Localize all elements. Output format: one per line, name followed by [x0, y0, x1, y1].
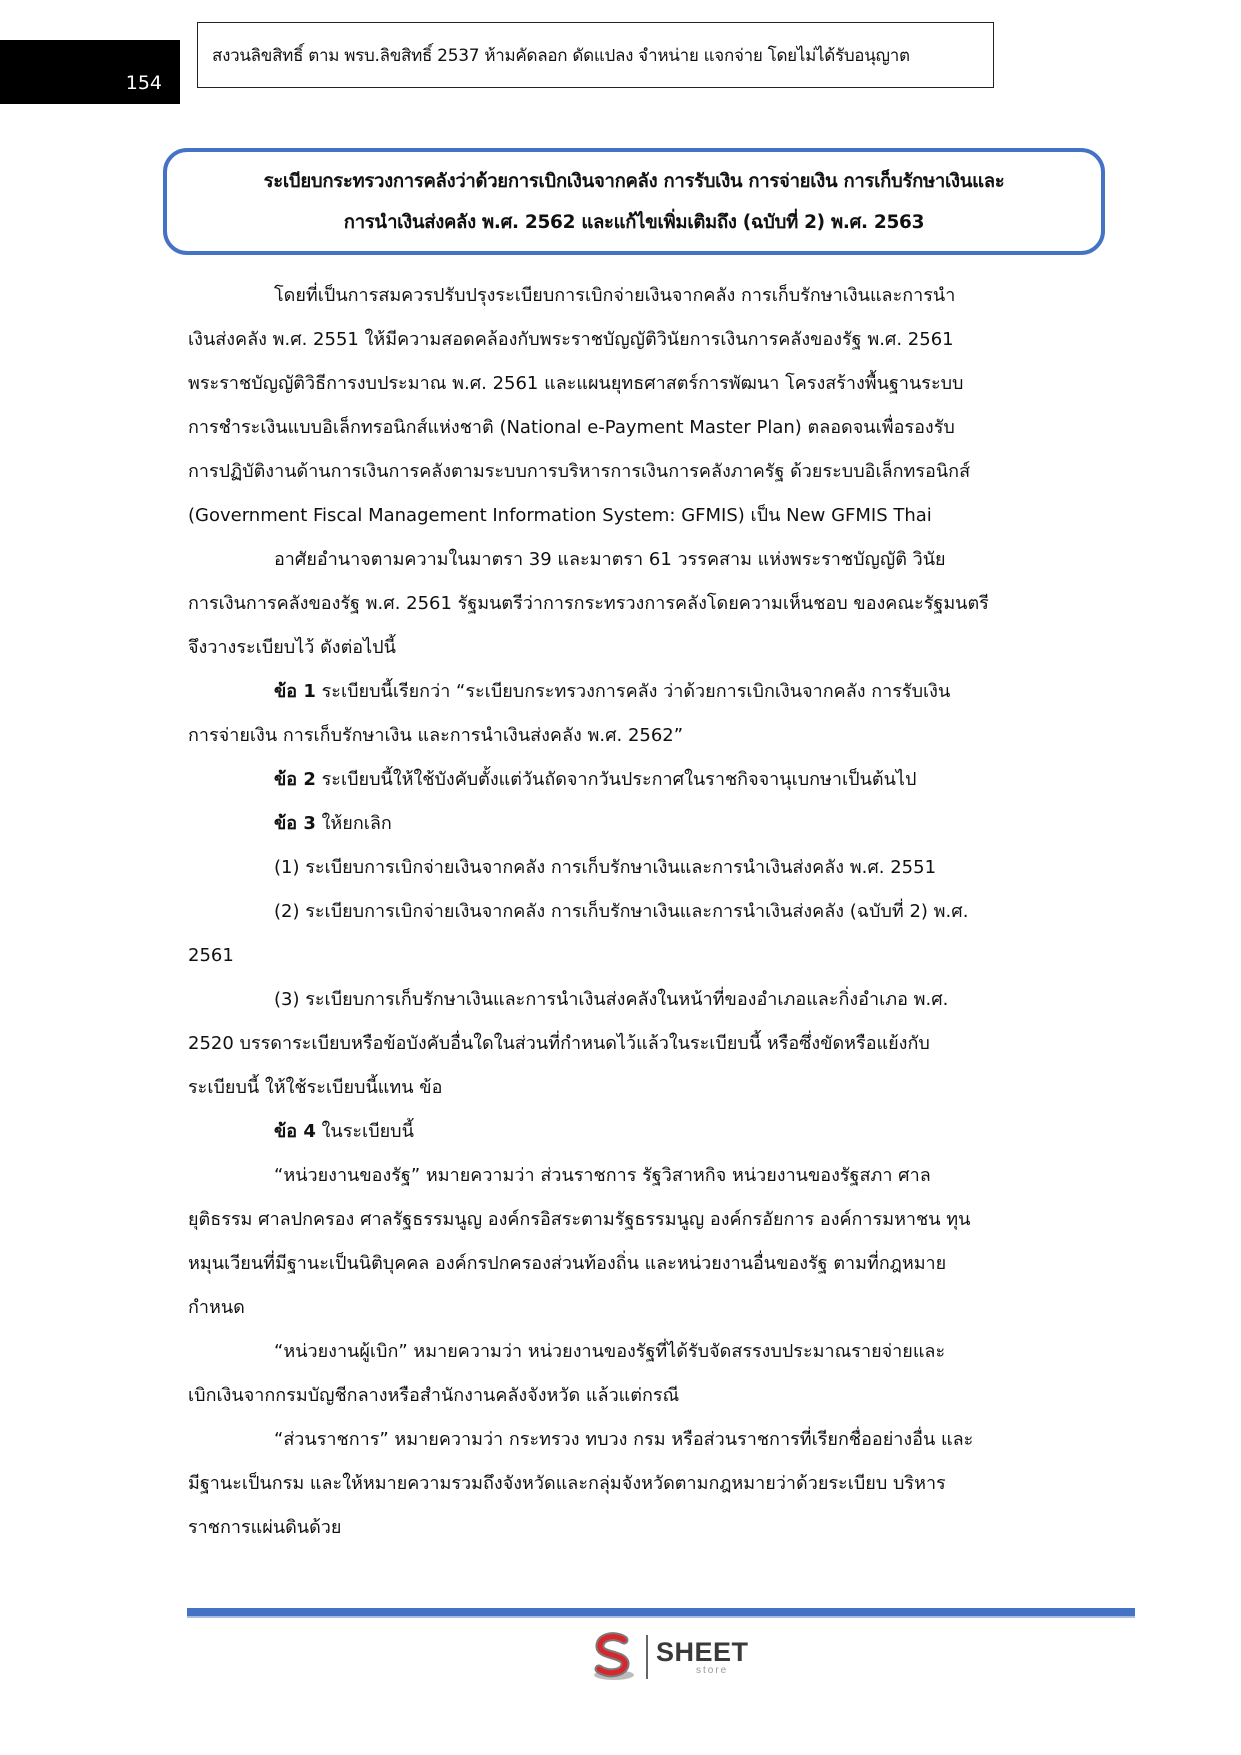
- body-line: เงินส่งคลัง พ.ศ. 2551 ให้มีความสอดคล้องกับพระราชบัญญัติวินัยการเงินการคลังของรัฐ พ.ศ. 2561: [188, 329, 954, 350]
- body-line: การปฏิบัติงานด้านการเงินการคลังตามระบบการบริหารการเงินการคลังภาครัฐ ด้วยระบบอิเล็กทรอนิกส์: [188, 461, 971, 482]
- logo-brand: SHEET: [656, 1636, 749, 1667]
- body-line: การชำระเงินแบบอิเล็กทรอนิกส์แห่งชาติ (National e-Payment Master Plan) ตลอดจนเพื่อรองรับ: [188, 417, 955, 438]
- body-line: การเงินการคลังของรัฐ พ.ศ. 2561 รัฐมนตรีว่าการกระทรวงการคลังโดยความเห็นชอบ ของคณะรัฐมนตรี: [188, 593, 989, 614]
- page-number-text: 154: [125, 72, 162, 94]
- document-title-box: [163, 148, 1105, 255]
- body-line: “หน่วยงานของรัฐ” หมายความว่า ส่วนราชการ รัฐวิสาหกิจ หน่วยงานของรัฐสภา ศาล: [274, 1165, 931, 1186]
- clause-text: ระเบียบนี้เรียกว่า “ระเบียบกระทรวงการคลัง ว่าด้วยการเบิกเงินจากคลัง การรับเงิน: [315, 681, 951, 702]
- body-line: พระราชบัญญัติวิธีการงบประมาณ พ.ศ. 2561 และแผนยุทธศาสตร์การพัฒนา โครงสร้างพื้นฐานระบบ: [188, 373, 964, 394]
- title-line-2: การนำเงินส่งคลัง พ.ศ. 2562 และแก้ไขเพิ่มเติมถึง (ฉบับที่ 2) พ.ศ. 2563: [343, 211, 925, 233]
- body-line: ราชการแผ่นดินด้วย: [188, 1517, 342, 1538]
- body-line: โดยที่เป็นการสมควรปรับปรุงระเบียบการเบิกจ่ายเงินจากคลัง การเก็บรักษาเงินและการนำ: [274, 285, 956, 306]
- document-body: [188, 274, 1078, 1550]
- body-line: 2520 บรรดาระเบียบหรือข้อบังคับอื่นใดในส่วนที่กำหนดไว้แล้วในระเบียบนี้ หรือซึ่งขัดหรือแย้งกับ: [188, 1033, 930, 1054]
- clause-label: ข้อ 2: [274, 769, 316, 790]
- logo-brand-sub: store: [696, 1664, 729, 1676]
- body-line: ระเบียบนี้ ให้ใช้ระเบียบนี้แทน ข้อ: [188, 1077, 443, 1098]
- body-line: (1) ระเบียบการเบิกจ่ายเงินจากคลัง การเก็บรักษาเงินและการนำเงินส่งคลัง พ.ศ. 2551: [274, 857, 937, 878]
- body-line: การจ่ายเงิน การเก็บรักษาเงิน และการนำเงินส่งคลัง พ.ศ. 2562”: [188, 725, 684, 746]
- body-line: เบิกเงินจากกรมบัญชีกลางหรือสำนักงานคลังจังหวัด แล้วแต่กรณี: [188, 1385, 680, 1406]
- body-line: “ส่วนราชการ” หมายความว่า กระทรวง ทบวง กรม หรือส่วนราชการที่เรียกชื่ออย่างอื่น และ: [274, 1429, 974, 1450]
- footer-divider: [187, 1608, 1135, 1618]
- body-line: กำหนด: [188, 1297, 245, 1318]
- body-line: จึงวางระเบียบไว้ ดังต่อไปนี้: [188, 637, 396, 658]
- clause-label: ข้อ 3: [274, 813, 316, 834]
- clause-2: [188, 758, 1078, 802]
- clause-label: ข้อ 4: [274, 1121, 316, 1142]
- page-number: [0, 40, 180, 104]
- body-line: 2561: [188, 945, 234, 966]
- body-line: (2) ระเบียบการเบิกจ่ายเงินจากคลัง การเก็บรักษาเงินและการนำเงินส่งคลัง (ฉบับที่ 2) พ.ศ.: [274, 901, 969, 922]
- body-line: ยุติธรรม ศาลปกครอง ศาลรัฐธรรมนูญ องค์กรอิสระตามรัฐธรรมนูญ องค์กรอัยการ องค์การมหาชน ทุน: [188, 1209, 971, 1230]
- body-line: “หน่วยงานผู้เบิก” หมายความว่า หน่วยงานของรัฐที่ได้รับจัดสรรงบประมาณรายจ่ายและ: [274, 1341, 946, 1362]
- logo-text: [656, 1636, 749, 1676]
- clause-3: [188, 802, 1078, 846]
- body-line: (Government Fiscal Management Information System: GFMIS) เป็น New GFMIS Thai: [188, 505, 932, 526]
- copyright-notice-text: สงวนลิขสิทธิ์ ตาม พรบ.ลิขสิทธิ์ 2537 ห้ามคัดลอก ดัดแปลง จำหน่าย แจกจ่าย โดยไม่ได้รับอนุญาต: [212, 45, 910, 66]
- clause-4: [188, 1110, 1078, 1154]
- sheet-store-logo: [590, 1629, 749, 1685]
- clause-text: ให้ยกเลิก: [315, 813, 392, 834]
- logo-separator: [646, 1635, 648, 1679]
- clause-1: [188, 670, 1078, 714]
- sheet-logo-icon: [590, 1631, 638, 1683]
- body-line: (3) ระเบียบการเก็บรักษาเงินและการนำเงินส่งคลังในหน้าที่ของอำเภอและกิ่งอำเภอ พ.ศ.: [274, 989, 949, 1010]
- body-line: อาศัยอำนาจตามความในมาตรา 39 และมาตรา 61 วรรคสาม แห่งพระราชบัญญัติ วินัย: [274, 549, 946, 570]
- clause-label: ข้อ 1: [274, 681, 316, 702]
- clause-text: ในระเบียบนี้: [315, 1121, 414, 1142]
- body-line: หมุนเวียนที่มีฐานะเป็นนิติบุคคล องค์กรปกครองส่วนท้องถิ่น และหน่วยงานอื่นของรัฐ ตามที่กฎหมาย: [188, 1253, 947, 1274]
- body-line: มีฐานะเป็นกรม และให้หมายความรวมถึงจังหวัดและกลุ่มจังหวัดตามกฎหมายว่าด้วยระเบียบ บริหาร: [188, 1473, 946, 1494]
- clause-text: ระเบียบนี้ให้ใช้บังคับตั้งแต่วันถัดจากวันประกาศในราชกิจจานุเบกษาเป็นต้นไป: [315, 769, 917, 790]
- title-line-1: ระเบียบกระทรวงการคลังว่าด้วยการเบิกเงินจากคลัง การรับเงิน การจ่ายเงิน การเก็บรักษาเงินและ: [263, 170, 1005, 192]
- copyright-notice: [197, 22, 994, 88]
